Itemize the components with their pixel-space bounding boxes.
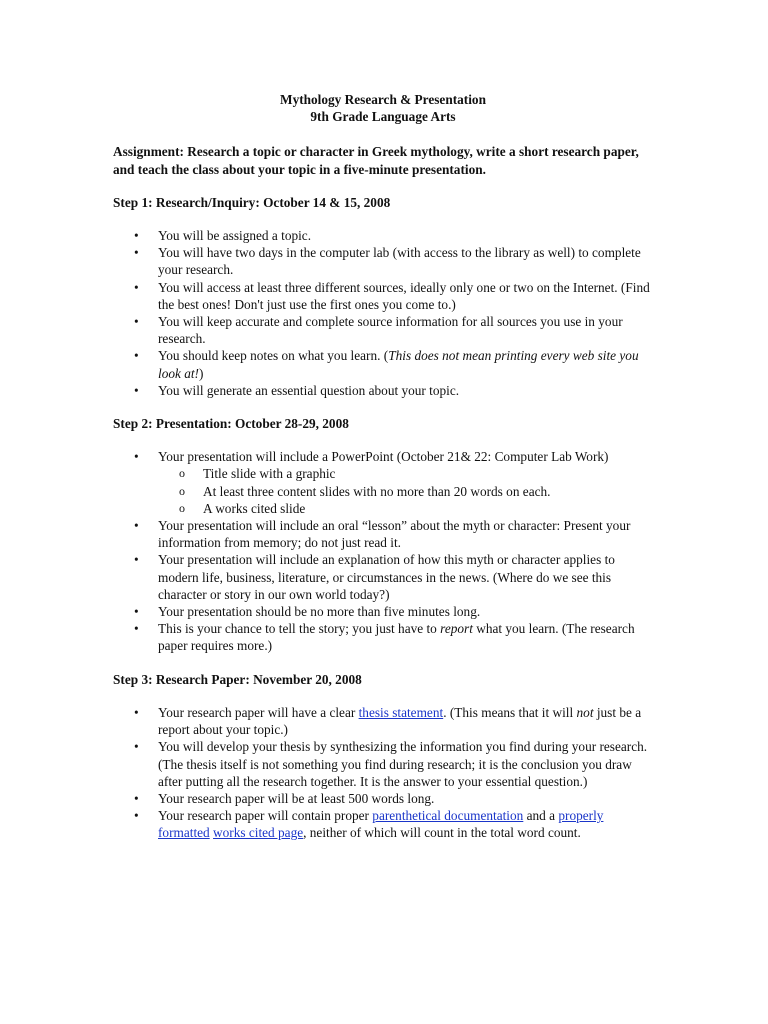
thesis-statement-link[interactable]: thesis statement [358,704,444,720]
item-text: Your research paper will contain proper [158,808,373,824]
step2-heading: Step 2: Presentation: October 28-29, 2008 [113,416,349,432]
document-body [113,91,653,842]
step3-list [113,704,653,842]
item-emphasis: This does not mean printing every web site you look at! [158,348,639,381]
list-item: • You will have two days in the computer lab (with access to the library as well) to complete your research. [113,244,653,278]
sub-list-item: o Title slide with a graphic [158,465,653,482]
list-item [113,347,653,381]
list-item [113,704,653,738]
step3-heading: Step 3: Research Paper: November 20, 2008 [113,671,362,687]
list-item: • Your presentation will include an oral “lesson” about the myth or character: Present your information from memory; do not just read it. [113,517,653,551]
list-item: • Your presentation should be no more than five minutes long. [113,603,653,620]
item-text: . (This means that it will [443,704,577,720]
item-text: You should keep notes on what you learn. ( [158,348,389,364]
list-item: • You will generate an essential question about your topic. [113,382,653,399]
item-text: ) [199,365,204,381]
item-emphasis: not [576,704,594,720]
list-item [113,807,653,841]
works-cited-page-link[interactable]: works cited page [213,825,304,841]
item-emphasis: report [440,621,473,637]
step2-list [113,448,653,654]
step1-list [113,227,653,399]
list-item: • You will keep accurate and complete source information for all sources you use in your research. [113,313,653,347]
item-text: what you learn. (The research paper requires more.) [158,621,635,654]
item-text: , neither of which will count in the total word count. [303,825,581,841]
sub-list [158,465,653,517]
document-subtitle: 9th Grade Language Arts [310,109,456,125]
step1-heading: Step 1: Research/Inquiry: October 14 & 15, 2008 [113,194,391,210]
properly-formatted-link[interactable]: properly formatted [158,808,604,841]
sub-list-item: o A works cited slide [158,500,653,517]
list-item [113,448,653,517]
list-item: • You will access at least three different sources, ideally only one or two on the Internet. (Find the best ones! Don't just use the first ones you come to.) [113,279,653,313]
document-title: Mythology Research & Presentation [280,92,486,107]
sub-list-item: o At least three content slides with no more than 20 words on each. [158,483,653,500]
item-text: Your research paper will have a clear [158,704,359,720]
list-item: • Your research paper will be at least 500 words long. [113,790,653,807]
item-text: This is your chance to tell the story; you just have to [158,621,441,637]
assignment-statement: Assignment: Research a topic or character in Greek mythology, write a short research paper, and teach the class about your topic in a five-minute presentation. [113,144,639,177]
parenthetical-documentation-link[interactable]: parenthetical documentation [372,808,524,824]
item-text: Your presentation will include a PowerPoint (October 21& 22: Computer Lab Work) [158,449,609,465]
list-item [113,620,653,654]
list-item: • You will be assigned a topic. [113,227,653,244]
item-text: just be a report about your topic.) [158,704,642,738]
item-text: and a [523,808,559,824]
list-item: • You will develop your thesis by synthesizing the information you find during your research. (The thesis itself is not something you find during research; it is the conclusion you draw after putting all the research together. It is the answer to your essential question.) [113,738,653,790]
list-item: • Your presentation will include an explanation of how this myth or character applies to modern life, business, literature, or circumstances in the news. (Where do we see this character or story in our own world today?) [113,551,653,603]
